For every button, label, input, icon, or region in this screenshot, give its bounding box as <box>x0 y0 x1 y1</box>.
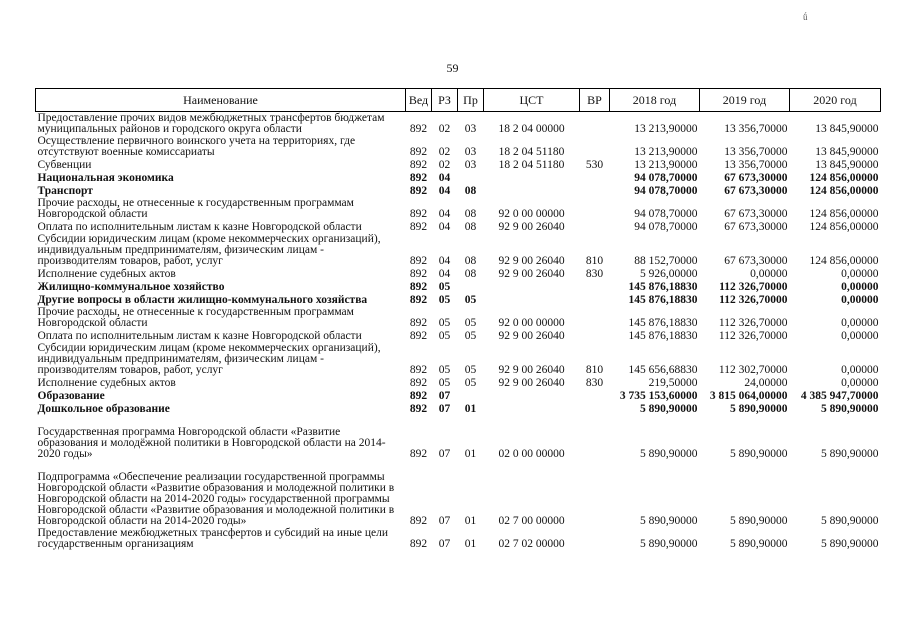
row-2018: 5 890,90000 <box>640 448 698 460</box>
row-2018: 94 078,70000 <box>634 172 698 184</box>
header-2018: 2018 год <box>610 89 700 112</box>
row-cst: 92 9 00 26040 <box>498 364 565 376</box>
row-vr <box>580 280 610 293</box>
row-rz: 05 <box>438 281 451 293</box>
table-row <box>36 233 881 267</box>
row-2018: 3 735 153,60000 <box>619 390 698 402</box>
table-row <box>36 220 881 233</box>
row-2020: 0,00000 <box>841 281 879 293</box>
table-row <box>36 293 881 306</box>
row-pr <box>458 171 484 184</box>
table-row <box>36 171 881 184</box>
table-row <box>36 112 881 136</box>
row-2020: 124 856,00000 <box>809 185 879 197</box>
row-cst: 02 7 00 00000 <box>498 515 565 527</box>
row-2020: 124 856,00000 <box>809 208 879 220</box>
table-row <box>36 376 881 389</box>
row-2019: 5 890,90000 <box>730 448 788 460</box>
row-ved: 892 <box>409 403 428 415</box>
row-2020: 0,00000 <box>841 317 879 329</box>
table-header <box>36 89 881 112</box>
table-row <box>36 389 881 402</box>
row-2019: 0,00000 <box>750 268 788 280</box>
row-rz: 04 <box>438 185 451 197</box>
row-2018: 145 876,18830 <box>628 281 698 293</box>
row-name: Другие вопросы в области жилищно-коммунального хозяйства <box>37 294 368 306</box>
row-2020: 13 845,90000 <box>815 146 879 158</box>
row-cst: 18 2 04 51180 <box>498 159 565 171</box>
row-rz: 04 <box>438 172 451 184</box>
row-ved: 892 <box>409 448 428 460</box>
row-cst: 02 0 00 00000 <box>498 448 565 460</box>
row-rz: 07 <box>438 403 451 415</box>
row-2020: 4 385 947,70000 <box>800 390 879 402</box>
header-ved: Вед <box>406 89 432 112</box>
row-cst: 92 9 00 26040 <box>498 255 565 267</box>
row-2020: 13 845,90000 <box>815 159 879 171</box>
page-number: 59 <box>446 61 459 75</box>
row-name: Прочие расходы, не отнесенные к государственным программам Новгородской области <box>37 306 354 329</box>
row-2019: 112 326,70000 <box>718 317 788 329</box>
row-name: Предоставление прочих видов межбюджетных трансфертов бюджетам муниципальных районов и городского округа области <box>37 112 385 135</box>
budget-table <box>35 88 881 550</box>
row-2019: 5 890,90000 <box>730 403 788 415</box>
row-rz: 07 <box>438 390 451 402</box>
row-rz: 04 <box>438 268 451 280</box>
row-pr: 08 <box>464 268 477 280</box>
row-name: Транспорт <box>37 185 93 197</box>
row-2020: 0,00000 <box>841 268 879 280</box>
row-ved: 892 <box>409 390 428 402</box>
row-2018: 94 078,70000 <box>634 221 698 233</box>
row-2019: 5 890,90000 <box>730 515 788 527</box>
row-pr: 05 <box>464 317 477 329</box>
row-name: Осуществление первичного воинского учета на территориях, где отсутствуют военные комиссариаты <box>37 135 356 158</box>
row-2020: 0,00000 <box>841 364 879 376</box>
row-2019: 67 673,30000 <box>724 172 788 184</box>
header-2020: 2020 год <box>790 89 881 112</box>
row-2019: 24,00000 <box>744 377 788 389</box>
row-ved: 892 <box>409 364 428 376</box>
row-ved: 892 <box>409 268 428 280</box>
row-rz: 04 <box>438 221 451 233</box>
table-row <box>36 184 881 197</box>
table-row <box>36 527 881 550</box>
corner-mark: ǘ <box>803 12 808 22</box>
row-pr: 03 <box>464 146 477 158</box>
row-name: Исполнение судебных актов <box>37 377 176 389</box>
row-ved: 892 <box>409 515 428 527</box>
row-2020: 124 856,00000 <box>809 255 879 267</box>
row-name: Подпрограмма «Обеспечение реализации государственной программы Новгородской области «Развитие образования и молодежной политики в Новгородской области на 2014-2020 годы» государственной программы Новгородской области «Развитие образования и молодежной политики в Новгородской области на 2014-2020 годы» <box>37 471 395 527</box>
row-2018: 13 213,90000 <box>634 159 698 171</box>
row-cst: 92 0 00 00000 <box>498 208 565 220</box>
table-row <box>36 460 881 527</box>
header-2019: 2019 год <box>700 89 790 112</box>
table-row <box>36 402 881 415</box>
row-2018: 219,50000 <box>648 377 698 389</box>
row-2019: 67 673,30000 <box>724 185 788 197</box>
header-cst: ЦСТ <box>484 89 580 112</box>
row-cst: 92 9 00 26040 <box>498 330 565 342</box>
row-2020: 5 890,90000 <box>821 403 879 415</box>
row-2018: 145 876,18830 <box>628 317 698 329</box>
header-name: Наименование <box>36 89 406 112</box>
row-vr <box>580 197 610 220</box>
row-pr <box>458 389 484 402</box>
row-vr: 830 <box>585 377 604 389</box>
row-name: Субсидии юридическим лицам (кроме некоммерческих организаций), индивидуальным предпринимателям, физическим лицам - производителям товаров, работ, услуг <box>37 342 381 376</box>
row-vr <box>580 460 610 527</box>
row-2020: 5 890,90000 <box>821 448 879 460</box>
row-pr: 05 <box>464 294 477 306</box>
row-2019: 112 326,70000 <box>719 294 788 306</box>
row-vr <box>580 402 610 415</box>
row-2018: 5 890,90000 <box>640 515 698 527</box>
row-name: Субсидии юридическим лицам (кроме некоммерческих организаций), индивидуальным предпринимателям, физическим лицам - производителям товаров, работ, услуг <box>37 233 381 267</box>
table-row <box>36 280 881 293</box>
row-pr: 01 <box>464 403 477 415</box>
row-pr: 01 <box>464 538 477 550</box>
row-vr: 810 <box>585 364 604 376</box>
row-2019: 13 356,70000 <box>724 146 788 158</box>
row-2018: 5 890,90000 <box>640 403 698 415</box>
row-vr <box>580 171 610 184</box>
table-row <box>36 158 881 171</box>
row-name: Прочие расходы, не отнесенные к государственным программам Новгородской области <box>37 197 354 220</box>
row-pr: 08 <box>464 255 477 267</box>
row-ved: 892 <box>409 377 428 389</box>
row-2018: 94 078,70000 <box>634 185 698 197</box>
row-2018: 88 152,70000 <box>634 255 698 267</box>
row-cst <box>484 389 580 402</box>
row-vr <box>580 112 610 136</box>
row-vr <box>580 293 610 306</box>
row-2018: 145 876,18830 <box>628 294 698 306</box>
row-2019: 13 356,70000 <box>724 159 788 171</box>
row-rz: 07 <box>438 538 451 550</box>
row-pr: 03 <box>464 159 477 171</box>
row-name: Оплата по исполнительным листам к казне Новгородской области <box>37 330 362 342</box>
row-cst: 18 2 04 51180 <box>498 146 565 158</box>
row-2019: 67 673,30000 <box>724 208 788 220</box>
row-pr: 05 <box>464 377 477 389</box>
row-vr <box>580 329 610 342</box>
row-cst: 92 9 00 26040 <box>498 221 565 233</box>
header-pr: Пр <box>458 89 484 112</box>
row-rz: 05 <box>438 377 451 389</box>
row-vr: 810 <box>585 255 604 267</box>
row-2018: 13 213,90000 <box>634 123 698 135</box>
row-vr <box>580 306 610 329</box>
table-row <box>36 267 881 280</box>
row-2020: 5 890,90000 <box>821 538 879 550</box>
row-ved: 892 <box>409 317 428 329</box>
row-2019: 112 302,70000 <box>718 364 788 376</box>
row-rz: 05 <box>438 330 451 342</box>
row-2019: 67 673,30000 <box>724 255 788 267</box>
row-vr <box>580 220 610 233</box>
table-row <box>36 306 881 329</box>
table-row <box>36 415 881 460</box>
row-vr: 530 <box>585 159 604 171</box>
row-vr: 830 <box>585 268 604 280</box>
table-row <box>36 135 881 158</box>
row-rz: 05 <box>438 317 451 329</box>
row-ved: 892 <box>409 281 428 293</box>
row-rz: 02 <box>438 123 451 135</box>
row-pr: 08 <box>464 185 477 197</box>
row-2019: 112 326,70000 <box>719 281 788 293</box>
row-cst: 92 0 00 00000 <box>498 317 565 329</box>
header-rz: РЗ <box>432 89 458 112</box>
row-pr: 01 <box>464 515 477 527</box>
row-pr <box>458 280 484 293</box>
table-row <box>36 329 881 342</box>
row-2020: 0,00000 <box>841 330 879 342</box>
row-rz: 05 <box>438 294 451 306</box>
row-ved: 892 <box>409 294 428 306</box>
row-rz: 02 <box>438 146 451 158</box>
row-vr <box>580 415 610 460</box>
row-vr <box>580 184 610 197</box>
row-ved: 892 <box>409 172 428 184</box>
row-rz: 07 <box>438 448 451 460</box>
row-name: Образование <box>37 390 105 402</box>
row-cst: 92 9 00 26040 <box>498 268 565 280</box>
row-pr: 03 <box>464 123 477 135</box>
row-name: Субвенции <box>37 159 92 171</box>
row-name: Национальная экономика <box>37 172 174 184</box>
row-vr <box>580 135 610 158</box>
row-cst: 18 2 04 00000 <box>498 123 565 135</box>
row-2019: 67 673,30000 <box>724 221 788 233</box>
row-2018: 13 213,90000 <box>634 146 698 158</box>
row-pr: 08 <box>464 208 477 220</box>
row-pr: 01 <box>464 448 477 460</box>
row-rz: 05 <box>438 364 451 376</box>
table-row <box>36 342 881 376</box>
row-pr: 05 <box>464 364 477 376</box>
row-name: Предоставление межбюджетных трансфертов и субсидий на иные цели государственным организациям <box>37 527 389 550</box>
row-2018: 145 876,18830 <box>628 330 698 342</box>
row-ved: 892 <box>409 538 428 550</box>
row-2020: 5 890,90000 <box>821 515 879 527</box>
row-ved: 892 <box>409 146 428 158</box>
row-ved: 892 <box>409 221 428 233</box>
header-vr: ВР <box>580 89 610 112</box>
table-body <box>36 112 881 551</box>
row-ved: 892 <box>409 208 428 220</box>
row-ved: 892 <box>409 185 428 197</box>
row-vr <box>580 527 610 550</box>
row-cst <box>484 293 580 306</box>
row-cst <box>484 184 580 197</box>
table-row <box>36 197 881 220</box>
row-vr <box>580 389 610 402</box>
row-ved: 892 <box>409 123 428 135</box>
row-name: Жилищно-коммунальное хозяйство <box>37 281 225 293</box>
row-ved: 892 <box>409 255 428 267</box>
row-cst <box>484 171 580 184</box>
row-rz: 04 <box>438 208 451 220</box>
row-2019: 13 356,70000 <box>724 123 788 135</box>
row-2020: 0,00000 <box>841 294 879 306</box>
row-2018: 5 926,00000 <box>640 268 698 280</box>
row-ved: 892 <box>409 159 428 171</box>
row-rz: 04 <box>438 255 451 267</box>
row-name: Дошкольное образование <box>37 403 170 415</box>
row-2019: 112 326,70000 <box>718 330 788 342</box>
row-2018: 145 656,68830 <box>628 364 698 376</box>
row-2020: 124 856,00000 <box>809 172 879 184</box>
row-2020: 13 845,90000 <box>815 123 879 135</box>
row-rz: 07 <box>438 515 451 527</box>
row-name: Государственная программа Новгородской области «Развитие образования и молодёжной политики в Новгородской области на 2014-2020 годы» <box>37 426 386 460</box>
row-rz: 02 <box>438 159 451 171</box>
row-2018: 5 890,90000 <box>640 538 698 550</box>
row-2020: 0,00000 <box>841 377 879 389</box>
row-cst <box>484 402 580 415</box>
row-cst <box>484 280 580 293</box>
row-name: Исполнение судебных актов <box>37 268 176 280</box>
row-pr: 08 <box>464 221 477 233</box>
row-ved: 892 <box>409 330 428 342</box>
row-cst: 02 7 02 00000 <box>498 538 565 550</box>
row-2018: 94 078,70000 <box>634 208 698 220</box>
row-pr: 05 <box>464 330 477 342</box>
row-2019: 5 890,90000 <box>730 538 788 550</box>
row-2019: 3 815 064,00000 <box>709 390 788 402</box>
row-name: Оплата по исполнительным листам к казне Новгородской области <box>37 221 362 233</box>
row-2020: 124 856,00000 <box>809 221 879 233</box>
row-cst: 92 9 00 26040 <box>498 377 565 389</box>
